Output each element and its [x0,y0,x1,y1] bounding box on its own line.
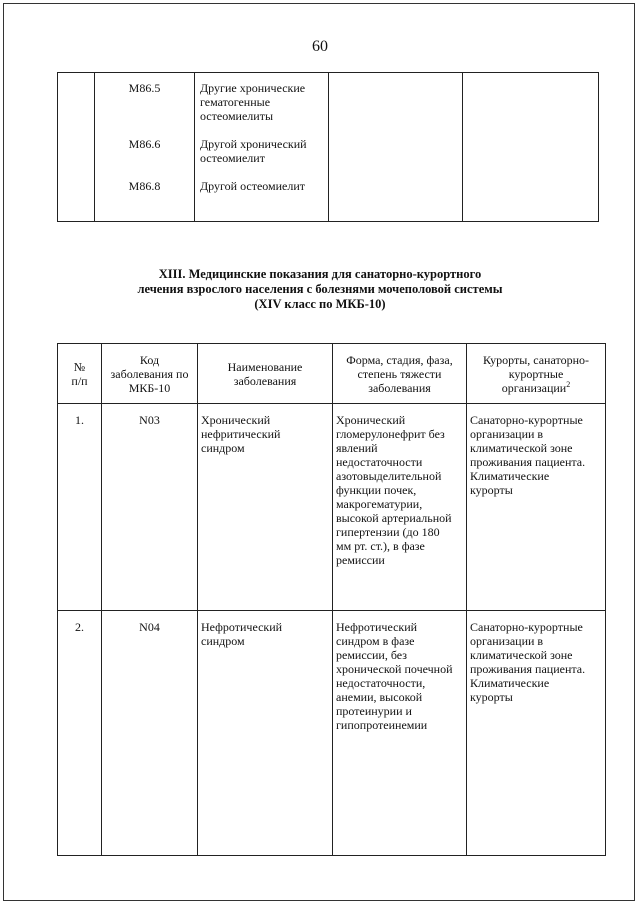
section-title-line: лечения взрослого населения с болезнями мочеполовой системы [137,282,503,296]
header-num: № п/п [58,344,102,404]
icd-code: N04 [102,611,198,856]
icd-code: M86.5 [128,81,161,95]
resort-cell [463,73,599,222]
name-cell [195,73,329,222]
icd-code: N03 [102,404,198,611]
header-code: Код заболевания по МКБ-10 [102,344,198,404]
disease-name: Хронический нефритический синдром [198,404,333,611]
row-num: 2. [58,611,102,856]
table-header-row [58,344,606,404]
disease-name-line: Другой остеомиелит [200,179,306,193]
indications-table [57,343,606,856]
table-row [58,611,606,856]
disease-name-line: Другие хронические [200,81,306,95]
header-resorts: Курорты, санаторно- курортные организации$^2$ [467,344,606,404]
disease-form: Хронический гломерулонефрит без явлений недостаточности азотовыделительной функции почек, макрогематурии, высокой артериальной гипертензии (до 180 мм рт. ст.), в фазе ремиссии [333,404,467,611]
disease-name-line: Другой хронический [200,137,307,151]
icd-code: M86.8 [128,179,161,193]
section-title [60,267,580,312]
footnote-mark: 2 [566,379,571,389]
icd-code: M86.6 [128,137,161,151]
header-name: Наименование заболевания [198,344,333,404]
num-cell [58,73,95,222]
disease-form: Нефротический синдром в фазе ремиссии, без хронической почечной недостаточности, анемии, высокой протеинурии и гипопротеинемии [333,611,467,856]
table-row [58,404,606,611]
continuation-table [57,72,599,222]
disease-name-line: остеомиелиты [200,109,274,123]
section-title-line: (XIV класс по МКБ-10) [254,297,386,311]
disease-name-line: остеомиелит [200,151,265,165]
row-num: 1. [58,404,102,611]
disease-name-line: гематогенные [200,95,271,109]
page-number: 60 [312,38,328,55]
resort-list: Санаторно-курортные организации в климатической зоне проживания пациента. Климатические курорты [467,611,606,856]
disease-name: Нефротический синдром [198,611,333,856]
resort-list: Санаторно-курортные организации в климатической зоне проживания пациента. Климатические курорты [467,404,606,611]
table-row [58,73,599,222]
section-title-line: XIII. Медицинские показания для санаторно-курортного [158,267,482,281]
code-cell [95,73,195,222]
header-form: Форма, стадия, фаза, степень тяжести заболевания [333,344,467,404]
form-cell [329,73,463,222]
